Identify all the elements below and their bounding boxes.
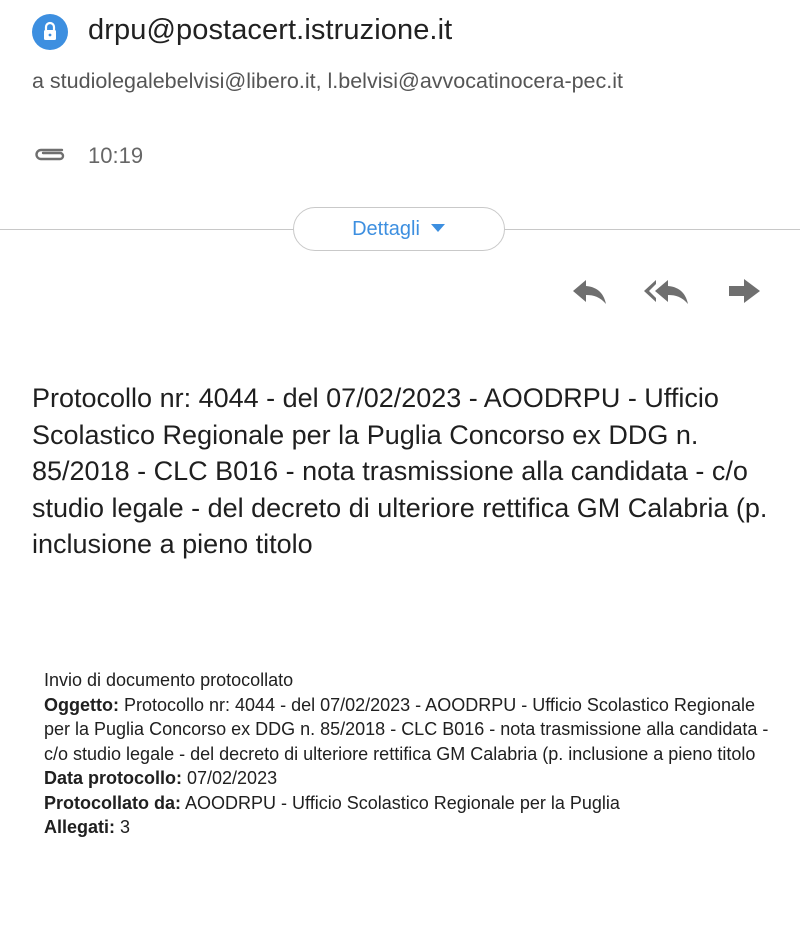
recipients: a studiolegalebelvisi@libero.it, l.belvisi@avvocatinocera-pec.it bbox=[32, 69, 623, 93]
details-label: Dettagli bbox=[352, 217, 420, 240]
allegati-value: 3 bbox=[115, 817, 131, 837]
reply-all-icon[interactable] bbox=[642, 274, 692, 310]
protocollato-value: AOODRPU - Ufficio Scolastico Regionale per la Puglia bbox=[181, 792, 620, 813]
lock-icon bbox=[32, 14, 68, 50]
body-allegati bbox=[44, 815, 784, 840]
body-oggetto bbox=[44, 693, 784, 767]
oggetto-label: Oggetto: bbox=[44, 694, 119, 715]
oggetto-value: Protocollo nr: 4044 - del 07/02/2023 - AOODRPU - Ufficio Scolastico Regionale per la Puglia Concorso ex DDG n. 85/2018 - CLC B016 - nota trasmissione alla candidata - c/o studio legale - del decreto di ulteriore rettifica GM Calabria (p. inclusione a pieno titolo bbox=[44, 694, 769, 764]
caret-down-icon bbox=[430, 220, 446, 238]
message-body bbox=[44, 668, 784, 840]
message-subject: Protocollo nr: 4044 - del 07/02/2023 - AOODRPU - Ufficio Scolastico Regionale per la Puglia Concorso ex DDG n. 85/2018 - CLC B016 - nota trasmissione alla candidata - c/o studio legale - del decreto di ulteriore rettifica GM Calabria (p. inclusione a pieno titolo bbox=[32, 383, 768, 559]
body-data-protocollo bbox=[44, 766, 784, 791]
message-time: 10:19 bbox=[88, 143, 144, 168]
allegati-label: Allegati: bbox=[44, 817, 116, 837]
details-button[interactable] bbox=[293, 207, 505, 251]
protocollato-label: Protocollato da: bbox=[44, 792, 182, 813]
body-intro: Invio di documento protocollato bbox=[44, 670, 294, 690]
forward-icon[interactable] bbox=[724, 274, 764, 310]
sender-address: drpu@postacert.istruzione.it bbox=[88, 14, 453, 46]
data-value: 07/02/2023 bbox=[182, 768, 278, 788]
paperclip-icon bbox=[32, 143, 68, 170]
reply-icon[interactable] bbox=[570, 274, 610, 310]
data-label: Data protocollo: bbox=[44, 768, 182, 788]
body-protocollato-da bbox=[44, 791, 784, 816]
